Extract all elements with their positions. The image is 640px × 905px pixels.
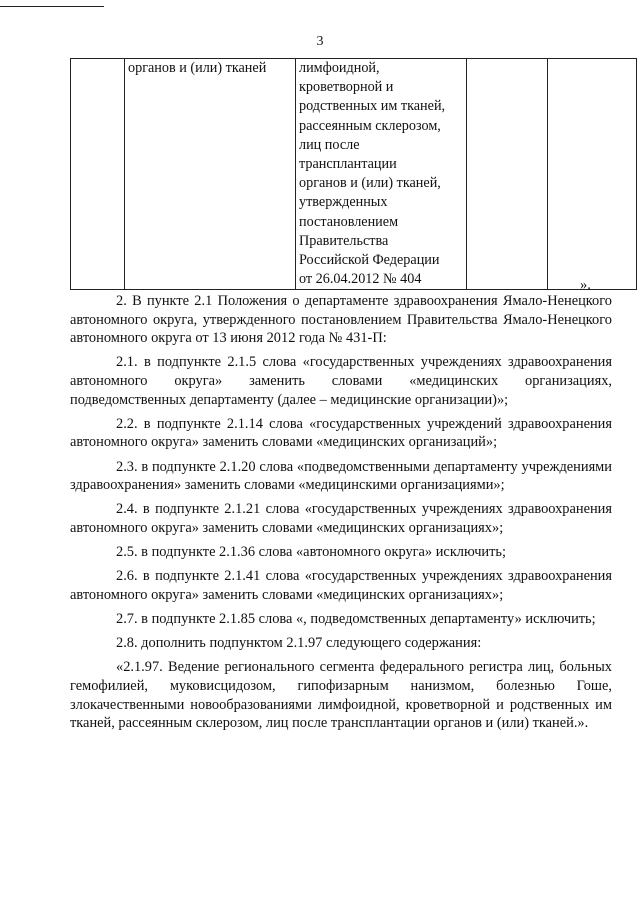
document-body xyxy=(70,292,612,738)
top-rule xyxy=(0,6,104,7)
paragraph-2-5: 2.5. в подпункте 2.1.36 слова «автономного округа» исключить; xyxy=(116,544,506,561)
paragraph-2-7: 2.7. в подпункте 2.1.85 слова «, подведомственных департаменту» исключить; xyxy=(116,611,596,628)
closing-quote: ». xyxy=(580,277,591,293)
table-cell-line: кроветворной и xyxy=(299,79,394,96)
paragraph-2-1-97: «2.1.97. Ведение регионального сегмента федерального регистра лиц, больных гемофилией, муковисцидозом, гипофизарным нанизмом, болезнью Гоше, злокачественными новообразованиями лимфоидной, кроветворной и родственных им тканей, рассеянным склерозом, лиц после трансплантации органов и (или) тканей.». xyxy=(70,659,612,732)
table-cell-empty xyxy=(71,59,125,290)
page-number: 3 xyxy=(316,34,324,49)
paragraph-2-8: 2.8. дополнить подпунктом 2.1.97 следующего содержания: xyxy=(116,635,482,652)
paragraph-2-6: 2.6. в подпункте 2.1.41 слова «государственных учреждениях здравоохранения автономного округа» заменить словами «медицинских организациях»; xyxy=(70,568,612,603)
paragraph-2-3: 2.3. в подпункте 2.1.20 слова «подведомственными департаменту учреждениями здравоохранения» заменить словами «медицинскими организациями»; xyxy=(70,458,612,494)
table-cell-line: лиц после xyxy=(299,136,360,153)
table-cell-line: Российской Федерации xyxy=(299,252,440,269)
table-cell-line: рассеянным склерозом, xyxy=(299,117,441,134)
table-cell-line: постановлением xyxy=(299,213,399,230)
table-cell-name: органов и (или) тканей xyxy=(125,59,296,290)
table-cell-line: органов и (или) тканей, xyxy=(299,175,441,192)
table-cell-line: родственных им тканей, xyxy=(299,98,446,115)
table-cell-basis xyxy=(296,59,467,290)
table-row xyxy=(71,59,637,290)
table-cell-line: утвержденных xyxy=(299,194,388,211)
table-cell-line: от 26.04.2012 № 404 xyxy=(299,271,422,288)
table-cell-empty xyxy=(467,59,548,290)
table-cell-empty xyxy=(548,59,637,290)
table-cell-line: Правительства xyxy=(299,232,389,249)
paragraph-2-1: 2.1. в подпункте 2.1.5 слова «государственных учреждениях здравоохранения автономного округа» заменить словами «медицинских организациях, подведомственных департаменту (далее – медицинские организации)»; xyxy=(70,354,612,408)
table-cell-line: лимфоидной, xyxy=(299,60,380,76)
paragraph-2: 2. В пункте 2.1 Положения о департаменте здравоохранения Ямало-Ненецкого автономного округа, утвержденного постановлением Правительства Ямало-Ненецкого автономного округа от 13 июня 2012 года № 431-П: xyxy=(70,293,612,347)
table-cell-line: трансплантации xyxy=(299,156,397,173)
continuation-table xyxy=(70,58,637,290)
paragraph-2-2: 2.2. в подпункте 2.1.14 слова «государственных учреждений здравоохранения автономного округа» заменить словами «медицинских организаций»; xyxy=(70,415,612,451)
paragraph-2-4: 2.4. в подпункте 2.1.21 слова «государственных учреждениях здравоохранения автономного округа» заменить словами «медицинских организациях»; xyxy=(70,501,612,536)
